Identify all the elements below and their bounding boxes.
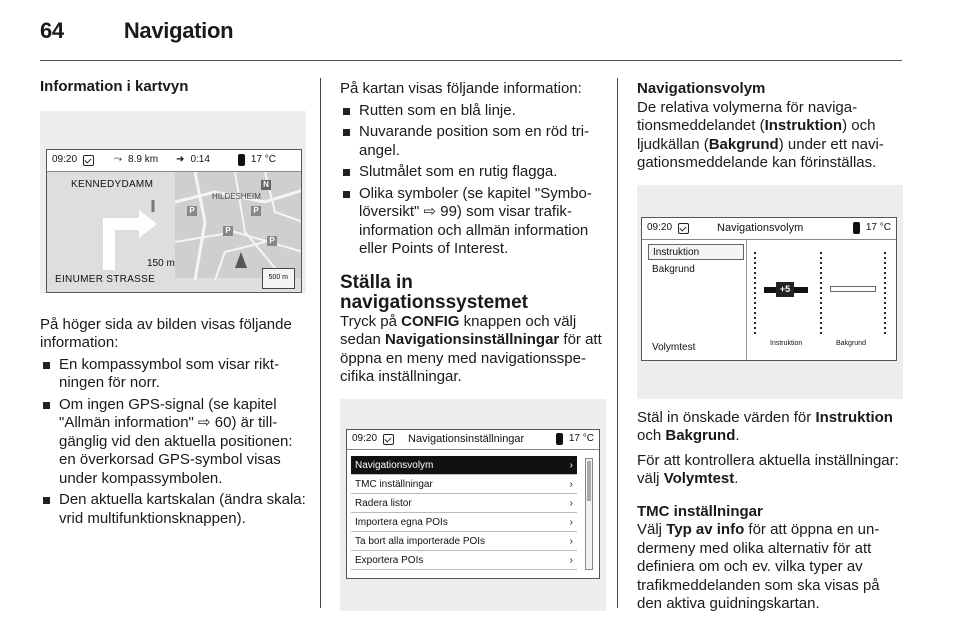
dot-scale [884,252,886,334]
menu-item-radera[interactable] [351,494,577,513]
column-3 [637,80,903,614]
menu-item-exportera[interactable] [351,551,577,570]
instruktion-button[interactable]: Instruktion [648,244,744,260]
chevron-right-icon: › [569,459,573,471]
column-divider [617,78,618,608]
paragraph: På höger sida av bilden visas följande information: [40,315,292,351]
volume-image [637,185,903,399]
text-bold: Instruktion [815,408,893,426]
text: . [735,427,740,444]
gps-icon [678,223,689,234]
map-status-bar [47,150,301,172]
chevron-right-icon: › [569,516,573,528]
scrollbar[interactable] [585,458,593,570]
paragraph [637,521,903,614]
info-list [40,356,306,529]
list-item: Den aktuella kartskalan (ändra skala: vrid multifunktionsknappen). [40,491,306,528]
thermometer-icon [238,154,245,166]
panel-divider [746,240,747,360]
config-button-ref: CONFIG [401,312,460,330]
column-1 [40,78,306,528]
text: ) under ett navigationsmeddelande kan förinställas. [637,135,884,171]
clock: 09:20 [352,432,378,444]
text: För att kontrollera aktuella inställningar: välj [637,451,899,487]
volume-status-bar [642,218,896,240]
street-name-top: KENNEDYDAMM [71,178,154,190]
page-header [40,18,233,44]
scrollbar-thumb[interactable] [587,461,591,501]
list-item: Olika symboler (se kapitel "Symbolöversikt" ⇨ 99) som visar trafikinformation och allmän information eller Points of Interest. [340,185,606,259]
column-divider [320,78,321,608]
list-item: Rutten som en blå linje. [340,102,606,121]
text-bold: Instruktion [764,117,843,134]
temperature: 17 °C [865,221,891,233]
paragraph [340,313,606,387]
thermometer-icon [556,433,563,445]
poi-parking-icon: P [223,226,233,236]
paragraph [637,452,903,489]
compass-icon: N [261,180,271,190]
menu-item-label: Exportera POIs [355,554,424,566]
page-number: 64 [40,18,64,43]
screen-title: Navigationsvolym [717,221,804,234]
list-item: Om ingen GPS-signal (se kapitel "Allmän information" ⇨ 60) är tillgänglig vid den aktuella positionen: en överkorsad GPS-symbol visas under kompassymbolen. [40,396,306,489]
section-heading: Information i kartvyn [40,78,189,95]
map-city-label: HILDESHEIM [212,191,261,201]
chevron-right-icon: › [569,554,573,566]
text: ) och ljudkällan ( [637,117,876,153]
bakgrund-button[interactable]: Bakgrund [652,263,695,275]
nav-settings-ref: Navigationsinställningar [385,331,560,348]
remaining-distance: 8.9 km [128,153,159,165]
text: och [637,427,666,444]
settings-status-bar [347,430,599,450]
paragraph: På kartan visas följande information: [340,80,582,97]
poi-parking-icon: P [267,236,277,246]
column-2 [340,80,606,611]
map-scale: 500 m [262,268,295,289]
settings-screen [346,429,600,579]
screen-title: Navigationsinställningar [408,432,525,445]
menu-item-label: Importera egna POIs [355,516,448,528]
text: för att öppna en meny med navigationsspecifika inställningar. [340,331,602,385]
text: Välj [637,521,667,538]
clock: 09:20 [647,221,673,233]
gps-icon [83,155,94,166]
poi-parking-icon: P [187,206,197,216]
volymtest-button[interactable]: Volymtest [652,341,696,353]
header-rule [40,60,902,61]
temperature: 17 °C [568,432,594,444]
chapter-title: Navigation [123,18,234,43]
menu-item-tmc[interactable] [351,475,577,494]
text-bold: Typ av info [666,521,745,538]
text-bold: Bakgrund [708,135,779,153]
temperature: 17 °C [250,153,277,165]
text: Tryck på [340,312,402,330]
text: för att öppna en undermeny med olika alternativ för att definiera om och ev. vilka typer av trafikmeddelanden som ska visas på den aktiva guidningskartan. [637,521,880,612]
map-screen [46,149,302,293]
menu-item-label: Ta bort alla importerade POIs [355,535,486,547]
instruktion-label: Instruktion [770,340,803,347]
dot-scale [820,252,822,334]
poi-parking-icon: P [251,206,261,216]
chevron-right-icon: › [569,497,573,509]
turn-distance: 150 m [147,258,175,269]
menu-item-importera[interactable] [351,513,577,532]
clock: 09:20 [52,153,78,165]
settings-image [340,399,606,611]
text: . [734,470,739,487]
volume-screen [641,217,897,361]
menu-item-label: TMC inställningar [355,478,433,490]
paragraph [637,99,903,173]
map-info-list [340,102,606,259]
chevron-right-icon: › [569,535,573,547]
arrival-icon: ➜ [176,153,185,165]
thermometer-icon [853,222,860,234]
text-bold: Volymtest [663,470,735,487]
remaining-time: 0:14 [190,153,210,165]
route-icon: ⤳ [114,153,123,165]
bakgrund-label: Bakgrund [836,340,866,347]
dot-scale [754,252,756,334]
text: De relativa volymerna för navigationsmeddelandet ( [637,98,858,134]
menu-item-navigationsvolym[interactable] [351,456,577,475]
list-item: Nuvarande position som en röd triangel. [340,123,606,160]
current-street: EINUMER STRASSE [55,274,156,285]
text: knappen och välj sedan [340,312,577,348]
list-item: Slutmålet som en rutig flagga. [340,163,606,182]
menu-item-label: Navigationsvolym [355,459,434,471]
instruktion-value: +5 [776,282,794,297]
text: Stäl in önskade värden för [637,408,816,426]
menu-item-ta-bort[interactable] [351,532,577,551]
paragraph [637,409,903,446]
section-title: Ställa in navigationssystemet [340,271,528,313]
text-bold: Bakgrund [665,427,736,444]
spacer [40,293,306,306]
gps-icon [383,434,394,445]
menu-item-label: Radera listor [355,497,412,509]
map-view-image [40,111,306,293]
chevron-right-icon: › [569,478,573,490]
section-heading: TMC inställningar [637,502,763,520]
section-heading: Navigationsvolym [637,80,766,97]
bakgrund-slider[interactable] [830,286,876,292]
list-item: En kompassymbol som visar riktningen för norr. [40,356,306,393]
